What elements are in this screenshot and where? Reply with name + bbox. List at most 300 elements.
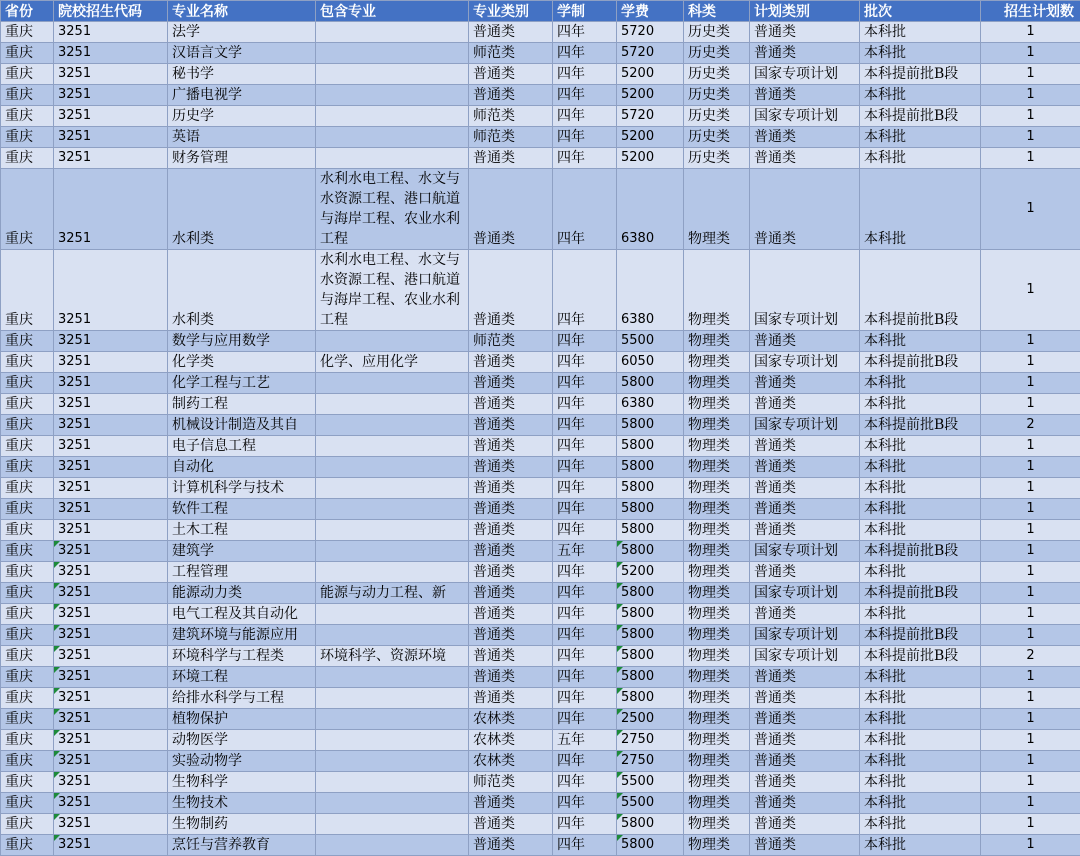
col-subject-type-cell: 物理类	[684, 646, 750, 667]
col-included-majors-cell	[316, 106, 469, 127]
col-plan-type-cell: 国家专项计划	[750, 583, 860, 604]
col-duration-cell: 四年	[553, 169, 617, 250]
table-row	[1, 169, 1080, 250]
col-major-name-cell: 建筑环境与能源应用	[168, 625, 316, 646]
col-major-name-cell: 电子信息工程	[168, 436, 316, 457]
col-duration-cell: 四年	[553, 772, 617, 793]
col-subject-type-cell: 物理类	[684, 772, 750, 793]
col-school-code-cell: 3251	[54, 604, 168, 625]
col-batch-cell: 本科批	[860, 709, 981, 730]
col-included-majors-cell	[316, 772, 469, 793]
col-duration-cell: 四年	[553, 148, 617, 169]
col-subject-type-cell: 物理类	[684, 436, 750, 457]
table-row	[1, 64, 1080, 85]
col-subject-type-cell: 物理类	[684, 730, 750, 751]
col-tuition-cell: 5200	[617, 127, 684, 148]
col-duration-cell: 五年	[553, 730, 617, 751]
col-included-majors-cell	[316, 793, 469, 814]
table-row	[1, 415, 1080, 436]
col-school-code-cell: 3251	[54, 457, 168, 478]
col-included-majors-cell	[316, 751, 469, 772]
col-province-cell: 重庆	[1, 625, 54, 646]
table-row	[1, 562, 1080, 583]
col-duration-cell: 四年	[553, 583, 617, 604]
col-tuition-cell: 5500	[617, 793, 684, 814]
col-duration-cell: 四年	[553, 352, 617, 373]
col-school-code-cell: 3251	[54, 106, 168, 127]
col-batch-header: 批次	[860, 1, 981, 22]
col-tuition-cell: 6050	[617, 352, 684, 373]
table-row	[1, 148, 1080, 169]
col-plan-type-cell: 普通类	[750, 604, 860, 625]
col-major-name-cell: 动物医学	[168, 730, 316, 751]
col-major-name-cell: 化学类	[168, 352, 316, 373]
col-tuition-cell: 5500	[617, 772, 684, 793]
col-major-category-cell: 普通类	[469, 85, 553, 106]
table-row	[1, 373, 1080, 394]
col-plan-type-cell: 普通类	[750, 478, 860, 499]
col-plan-count-cell: 1	[981, 169, 1080, 250]
col-included-majors-cell	[316, 85, 469, 106]
col-school-code-cell: 3251	[54, 22, 168, 43]
col-school-code-cell: 3251	[54, 43, 168, 64]
col-school-code-cell: 3251	[54, 520, 168, 541]
col-province-header: 省份	[1, 1, 54, 22]
table-row	[1, 688, 1080, 709]
col-major-name-cell: 自动化	[168, 457, 316, 478]
col-major-category-cell: 普通类	[469, 646, 553, 667]
col-batch-cell: 本科提前批B段	[860, 250, 981, 331]
col-plan-type-cell: 普通类	[750, 127, 860, 148]
col-school-code-cell: 3251	[54, 169, 168, 250]
table-row	[1, 352, 1080, 373]
col-major-category-cell: 师范类	[469, 772, 553, 793]
col-school-code-cell: 3251	[54, 85, 168, 106]
col-plan-count-cell: 1	[981, 583, 1080, 604]
col-major-category-cell: 师范类	[469, 43, 553, 64]
col-major-category-cell: 普通类	[469, 22, 553, 43]
col-batch-cell: 本科批	[860, 730, 981, 751]
col-major-category-cell: 普通类	[469, 169, 553, 250]
col-plan-count-cell: 1	[981, 793, 1080, 814]
col-major-name-cell: 汉语言文学	[168, 43, 316, 64]
col-major-name-header: 专业名称	[168, 1, 316, 22]
col-plan-count-cell: 1	[981, 520, 1080, 541]
col-major-name-cell: 水利类	[168, 169, 316, 250]
col-major-category-cell: 普通类	[469, 478, 553, 499]
col-plan-count-cell: 1	[981, 751, 1080, 772]
col-plan-type-cell: 普通类	[750, 373, 860, 394]
col-subject-type-cell: 物理类	[684, 625, 750, 646]
col-province-cell: 重庆	[1, 415, 54, 436]
col-school-code-cell: 3251	[54, 772, 168, 793]
col-subject-type-cell: 物理类	[684, 457, 750, 478]
col-batch-cell: 本科批	[860, 793, 981, 814]
col-plan-count-cell: 1	[981, 835, 1080, 856]
col-batch-cell: 本科批	[860, 814, 981, 835]
col-included-majors-cell: 环境科学、资源环境	[316, 646, 469, 667]
col-included-majors-cell	[316, 415, 469, 436]
col-duration-cell: 四年	[553, 625, 617, 646]
table-row	[1, 85, 1080, 106]
col-subject-type-cell: 历史类	[684, 148, 750, 169]
col-plan-type-cell: 普通类	[750, 688, 860, 709]
col-province-cell: 重庆	[1, 835, 54, 856]
col-plan-type-cell: 国家专项计划	[750, 415, 860, 436]
col-subject-type-cell: 物理类	[684, 499, 750, 520]
col-subject-type-cell: 物理类	[684, 688, 750, 709]
col-plan-type-cell: 普通类	[750, 457, 860, 478]
col-subject-type-cell: 历史类	[684, 106, 750, 127]
col-plan-type-cell: 普通类	[750, 814, 860, 835]
col-duration-cell: 四年	[553, 709, 617, 730]
col-school-code-cell: 3251	[54, 436, 168, 457]
col-plan-type-cell: 普通类	[750, 331, 860, 352]
col-tuition-cell: 5800	[617, 583, 684, 604]
table-row	[1, 793, 1080, 814]
col-major-name-cell: 给排水科学与工程	[168, 688, 316, 709]
col-major-category-cell: 普通类	[469, 394, 553, 415]
col-subject-type-cell: 物理类	[684, 250, 750, 331]
col-subject-type-cell: 物理类	[684, 583, 750, 604]
col-province-cell: 重庆	[1, 730, 54, 751]
col-plan-count-cell: 1	[981, 625, 1080, 646]
col-included-majors-cell	[316, 457, 469, 478]
col-duration-cell: 四年	[553, 667, 617, 688]
col-tuition-cell: 5800	[617, 457, 684, 478]
col-subject-type-cell: 物理类	[684, 415, 750, 436]
col-school-code-cell: 3251	[54, 415, 168, 436]
table-row	[1, 457, 1080, 478]
col-included-majors-cell: 能源与动力工程、新	[316, 583, 469, 604]
col-school-code-cell: 3251	[54, 793, 168, 814]
col-duration-cell: 四年	[553, 457, 617, 478]
col-duration-cell: 四年	[553, 478, 617, 499]
col-plan-type-cell: 普通类	[750, 169, 860, 250]
col-major-category-cell: 普通类	[469, 352, 553, 373]
col-province-cell: 重庆	[1, 562, 54, 583]
col-major-category-cell: 普通类	[469, 793, 553, 814]
col-duration-cell: 四年	[553, 646, 617, 667]
col-duration-cell: 四年	[553, 835, 617, 856]
col-plan-type-cell: 普通类	[750, 709, 860, 730]
col-subject-type-cell: 历史类	[684, 127, 750, 148]
col-major-name-cell: 生物制药	[168, 814, 316, 835]
col-province-cell: 重庆	[1, 814, 54, 835]
col-included-majors-cell	[316, 499, 469, 520]
table-row	[1, 751, 1080, 772]
col-duration-cell: 四年	[553, 64, 617, 85]
col-plan-type-cell: 普通类	[750, 43, 860, 64]
col-subject-type-cell: 物理类	[684, 793, 750, 814]
col-school-code-cell: 3251	[54, 583, 168, 604]
table-row	[1, 667, 1080, 688]
col-province-cell: 重庆	[1, 352, 54, 373]
header-row	[1, 1, 1080, 22]
col-duration-cell: 四年	[553, 814, 617, 835]
col-plan-count-cell: 1	[981, 331, 1080, 352]
col-school-code-cell: 3251	[54, 667, 168, 688]
col-major-category-cell: 普通类	[469, 415, 553, 436]
col-major-name-cell: 植物保护	[168, 709, 316, 730]
col-included-majors-cell	[316, 541, 469, 562]
col-major-name-cell: 实验动物学	[168, 751, 316, 772]
col-plan-type-header: 计划类别	[750, 1, 860, 22]
col-tuition-cell: 5800	[617, 541, 684, 562]
col-major-category-cell: 师范类	[469, 331, 553, 352]
col-plan-type-cell: 国家专项计划	[750, 625, 860, 646]
col-province-cell: 重庆	[1, 373, 54, 394]
col-plan-type-cell: 普通类	[750, 436, 860, 457]
col-province-cell: 重庆	[1, 106, 54, 127]
col-tuition-cell: 5800	[617, 646, 684, 667]
col-batch-cell: 本科提前批B段	[860, 106, 981, 127]
col-major-category-cell: 普通类	[469, 148, 553, 169]
col-subject-type-cell: 物理类	[684, 394, 750, 415]
col-province-cell: 重庆	[1, 667, 54, 688]
col-plan-type-cell: 普通类	[750, 148, 860, 169]
col-plan-count-cell: 1	[981, 814, 1080, 835]
col-tuition-cell: 5800	[617, 373, 684, 394]
col-duration-cell: 四年	[553, 436, 617, 457]
table-row	[1, 604, 1080, 625]
col-province-cell: 重庆	[1, 148, 54, 169]
col-province-cell: 重庆	[1, 43, 54, 64]
col-plan-count-cell: 1	[981, 352, 1080, 373]
table-row	[1, 520, 1080, 541]
col-duration-cell: 四年	[553, 520, 617, 541]
col-major-category-cell: 普通类	[469, 499, 553, 520]
col-major-name-cell: 烹饪与营养教育	[168, 835, 316, 856]
col-included-majors-cell	[316, 22, 469, 43]
col-province-cell: 重庆	[1, 646, 54, 667]
col-tuition-cell: 5800	[617, 625, 684, 646]
col-duration-cell: 四年	[553, 793, 617, 814]
col-plan-count-cell: 1	[981, 730, 1080, 751]
col-included-majors-cell	[316, 520, 469, 541]
col-plan-type-cell: 普通类	[750, 793, 860, 814]
col-tuition-cell: 5720	[617, 43, 684, 64]
col-plan-type-cell: 普通类	[750, 667, 860, 688]
col-batch-cell: 本科批	[860, 85, 981, 106]
col-province-cell: 重庆	[1, 604, 54, 625]
col-major-name-cell: 生物技术	[168, 793, 316, 814]
col-plan-count-cell: 1	[981, 250, 1080, 331]
table-row	[1, 250, 1080, 331]
col-tuition-cell: 6380	[617, 394, 684, 415]
col-major-name-cell: 软件工程	[168, 499, 316, 520]
col-plan-type-cell: 普通类	[750, 394, 860, 415]
col-major-category-cell: 普通类	[469, 457, 553, 478]
col-major-name-cell: 化学工程与工艺	[168, 373, 316, 394]
col-school-code-cell: 3251	[54, 331, 168, 352]
col-included-majors-cell	[316, 43, 469, 64]
col-subject-type-cell: 物理类	[684, 667, 750, 688]
col-major-name-cell: 工程管理	[168, 562, 316, 583]
col-school-code-cell: 3251	[54, 814, 168, 835]
col-included-majors-cell	[316, 814, 469, 835]
col-major-category-cell: 普通类	[469, 583, 553, 604]
col-batch-cell: 本科批	[860, 604, 981, 625]
col-plan-count-cell: 1	[981, 604, 1080, 625]
col-major-category-cell: 农林类	[469, 709, 553, 730]
table-row	[1, 106, 1080, 127]
col-subject-type-header: 科类	[684, 1, 750, 22]
col-school-code-cell: 3251	[54, 562, 168, 583]
col-tuition-cell: 5800	[617, 814, 684, 835]
col-tuition-cell: 5800	[617, 436, 684, 457]
table-row	[1, 583, 1080, 604]
col-major-category-cell: 普通类	[469, 520, 553, 541]
col-province-cell: 重庆	[1, 793, 54, 814]
col-major-category-cell: 普通类	[469, 835, 553, 856]
col-included-majors-header: 包含专业	[316, 1, 469, 22]
col-tuition-cell: 5500	[617, 331, 684, 352]
col-included-majors-cell	[316, 604, 469, 625]
col-batch-cell: 本科批	[860, 373, 981, 394]
col-school-code-cell: 3251	[54, 541, 168, 562]
col-plan-type-cell: 国家专项计划	[750, 106, 860, 127]
col-major-name-cell: 环境工程	[168, 667, 316, 688]
col-included-majors-cell	[316, 64, 469, 85]
col-province-cell: 重庆	[1, 499, 54, 520]
col-batch-cell: 本科批	[860, 22, 981, 43]
col-plan-count-cell: 2	[981, 415, 1080, 436]
col-major-category-header: 专业类别	[469, 1, 553, 22]
col-plan-type-cell: 普通类	[750, 499, 860, 520]
col-school-code-cell: 3251	[54, 709, 168, 730]
col-plan-count-cell: 1	[981, 667, 1080, 688]
col-major-name-cell: 制药工程	[168, 394, 316, 415]
col-included-majors-cell: 水利水电工程、水文与水资源工程、港口航道与海岸工程、农业水利工程	[316, 169, 469, 250]
col-major-category-cell: 师范类	[469, 127, 553, 148]
col-duration-cell: 四年	[553, 604, 617, 625]
col-batch-cell: 本科提前批B段	[860, 64, 981, 85]
col-tuition-cell: 5200	[617, 148, 684, 169]
col-subject-type-cell: 物理类	[684, 709, 750, 730]
col-duration-cell: 四年	[553, 43, 617, 64]
col-plan-count-cell: 1	[981, 64, 1080, 85]
col-subject-type-cell: 物理类	[684, 541, 750, 562]
table-row	[1, 709, 1080, 730]
table-row	[1, 499, 1080, 520]
col-plan-type-cell: 国家专项计划	[750, 352, 860, 373]
col-school-code-cell: 3251	[54, 835, 168, 856]
col-major-name-cell: 法学	[168, 22, 316, 43]
col-subject-type-cell: 历史类	[684, 64, 750, 85]
col-tuition-cell: 5200	[617, 562, 684, 583]
col-batch-cell: 本科批	[860, 457, 981, 478]
col-major-name-cell: 水利类	[168, 250, 316, 331]
col-province-cell: 重庆	[1, 64, 54, 85]
col-major-category-cell: 师范类	[469, 106, 553, 127]
table-row	[1, 772, 1080, 793]
col-batch-cell: 本科批	[860, 331, 981, 352]
col-plan-count-cell: 1	[981, 394, 1080, 415]
col-school-code-cell: 3251	[54, 688, 168, 709]
col-subject-type-cell: 物理类	[684, 520, 750, 541]
col-tuition-cell: 5800	[617, 835, 684, 856]
col-tuition-cell: 5800	[617, 478, 684, 499]
table-row	[1, 646, 1080, 667]
table-row	[1, 331, 1080, 352]
col-province-cell: 重庆	[1, 331, 54, 352]
col-tuition-header: 学费	[617, 1, 684, 22]
col-batch-cell: 本科批	[860, 562, 981, 583]
col-school-code-cell: 3251	[54, 373, 168, 394]
col-major-name-cell: 电气工程及其自动化	[168, 604, 316, 625]
col-duration-cell: 四年	[553, 106, 617, 127]
col-school-code-cell: 3251	[54, 730, 168, 751]
col-batch-cell: 本科批	[860, 394, 981, 415]
col-plan-count-cell: 1	[981, 562, 1080, 583]
col-plan-type-cell: 普通类	[750, 85, 860, 106]
col-tuition-cell: 5200	[617, 85, 684, 106]
col-included-majors-cell: 化学、应用化学	[316, 352, 469, 373]
col-province-cell: 重庆	[1, 751, 54, 772]
col-included-majors-cell	[316, 127, 469, 148]
col-major-category-cell: 普通类	[469, 541, 553, 562]
col-major-name-cell: 土木工程	[168, 520, 316, 541]
col-plan-count-cell: 1	[981, 85, 1080, 106]
col-included-majors-cell	[316, 148, 469, 169]
col-subject-type-cell: 历史类	[684, 85, 750, 106]
col-batch-cell: 本科提前批B段	[860, 646, 981, 667]
col-batch-cell: 本科批	[860, 43, 981, 64]
table-row	[1, 436, 1080, 457]
col-batch-cell: 本科批	[860, 835, 981, 856]
col-plan-count-cell: 1	[981, 709, 1080, 730]
table-header	[1, 1, 1080, 22]
table-row	[1, 541, 1080, 562]
col-major-name-cell: 财务管理	[168, 148, 316, 169]
col-batch-cell: 本科批	[860, 127, 981, 148]
col-province-cell: 重庆	[1, 541, 54, 562]
col-major-category-cell: 普通类	[469, 814, 553, 835]
col-school-code-cell: 3251	[54, 499, 168, 520]
col-duration-cell: 四年	[553, 85, 617, 106]
col-included-majors-cell	[316, 478, 469, 499]
col-duration-cell: 四年	[553, 331, 617, 352]
col-batch-cell: 本科批	[860, 520, 981, 541]
col-duration-cell: 四年	[553, 394, 617, 415]
col-batch-cell: 本科提前批B段	[860, 352, 981, 373]
col-school-code-cell: 3251	[54, 64, 168, 85]
col-batch-cell: 本科批	[860, 478, 981, 499]
table-row	[1, 835, 1080, 856]
col-plan-count-cell: 1	[981, 373, 1080, 394]
col-plan-type-cell: 国家专项计划	[750, 646, 860, 667]
col-included-majors-cell	[316, 688, 469, 709]
col-duration-header: 学制	[553, 1, 617, 22]
col-school-code-cell: 3251	[54, 625, 168, 646]
col-province-cell: 重庆	[1, 457, 54, 478]
col-plan-count-cell: 1	[981, 106, 1080, 127]
col-plan-type-cell: 普通类	[750, 562, 860, 583]
col-major-name-cell: 广播电视学	[168, 85, 316, 106]
col-duration-cell: 四年	[553, 751, 617, 772]
col-plan-count-cell: 1	[981, 43, 1080, 64]
col-major-category-cell: 普通类	[469, 250, 553, 331]
col-batch-cell: 本科批	[860, 772, 981, 793]
col-province-cell: 重庆	[1, 127, 54, 148]
col-plan-type-cell: 普通类	[750, 835, 860, 856]
col-duration-cell: 四年	[553, 127, 617, 148]
col-school-code-cell: 3251	[54, 352, 168, 373]
col-province-cell: 重庆	[1, 520, 54, 541]
col-included-majors-cell	[316, 562, 469, 583]
col-province-cell: 重庆	[1, 85, 54, 106]
